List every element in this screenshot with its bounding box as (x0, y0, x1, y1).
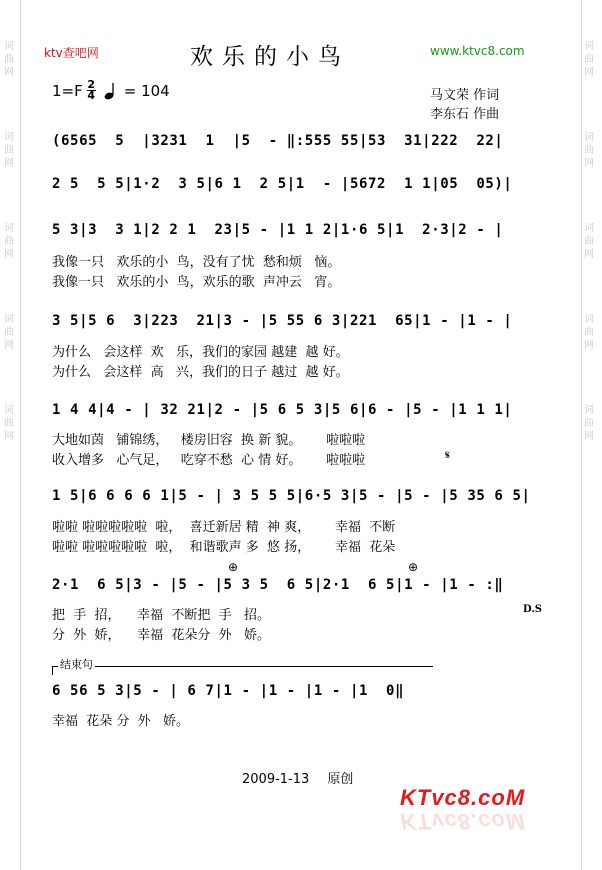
watermark-glyph: 词 (584, 405, 594, 416)
key-signature: 1=F (52, 81, 83, 100)
watermark-glyph: 网 (4, 431, 14, 442)
lyric-line-5a: 大地如茵 铺锦绣， 楼房旧容 换 新 貌。 啦啦啦 (52, 433, 366, 448)
watermark-glyph: 词 (584, 41, 594, 52)
site-name-left[interactable]: ktv查吧网 (44, 46, 99, 60)
lyric-line-6b: 啦啦 啦啦啦啦啦 啦， 和谐歌声 多 悠 扬， 幸福 花朵 (52, 540, 396, 555)
footer-date: 2009-1-13 (242, 772, 310, 787)
lyric-line-7b: 分 外 娇， 幸福 花朵分 外 娇。 (52, 628, 270, 643)
footer-note: 原创 (327, 772, 354, 787)
composer-credit: 李东石 作曲 (430, 107, 500, 122)
watermark-glyph: 曲 (584, 236, 594, 247)
watermark-glyph: 词 (4, 405, 14, 416)
watermark-left (4, 40, 18, 495)
score-line-7: 2·1 6 5|3 - |5 - |5 3 5 6 5|2·1 6 5|1 - |1 - :‖ (52, 577, 504, 593)
lyric-line-6a: 啦啦 啦啦啦啦啦 啦， 喜迁新居 精 神 爽， 幸福 不断 (52, 520, 396, 535)
watermark-glyph: 词 (4, 132, 14, 143)
watermark-glyph: 网 (584, 158, 594, 169)
score-line-6: 1 5|6 6 6 6 1|5 - | 3 5 5 5|6·5 3|5 - |5 - |5 35 6 5| (52, 488, 531, 504)
watermark-glyph: 网 (4, 249, 14, 260)
score-line-2: 2 5 5 5|1·2 3 5|6 1 2 5|1 - |5672 1 1|05 05)| (52, 176, 513, 192)
watermark-glyph: 网 (4, 340, 14, 351)
key-tempo-line (52, 80, 170, 101)
lyric-line-5b: 收入增多 心气足， 吃穿不愁 心 情 好。 啦啦啦 (52, 453, 366, 468)
quarter-note-icon (102, 81, 122, 101)
watermark-glyph: 曲 (4, 327, 14, 338)
footer-date-line (242, 768, 353, 787)
lyric-line-4b: 为什么 会这样 高 兴，我们的日子 越过 越 好。 (52, 365, 349, 380)
watermark-glyph: 曲 (4, 236, 14, 247)
watermark-glyph: 词 (584, 314, 594, 325)
score-line-3: 5 3|3 3 1|2 2 1 23|5 - |1 1 2|1·6 5|1 2·3|2 - | (52, 222, 504, 238)
watermark-glyph: 词 (584, 132, 594, 143)
watermark-glyph: 词 (4, 41, 14, 52)
watermark-right (584, 40, 598, 495)
lyric-line-3a: 我像一只 欢乐的小 鸟，没有了忧 愁和烦 恼。 (52, 255, 341, 270)
coda-mark-1: ⊕ (228, 560, 239, 574)
time-sig-bottom: 4 (87, 89, 96, 102)
lyricist-credit: 马文荣 作词 (430, 88, 500, 103)
ending-bracket (52, 666, 433, 675)
watermark-glyph: 网 (584, 249, 594, 260)
lyric-line-4a: 为什么 会这样 欢 乐，我们的家园 越建 越 好。 (52, 345, 349, 360)
score-line-1: (6565 5 |3231 1 |5 - ‖:555 55|53 31|222 22| (52, 133, 504, 149)
time-signature (87, 80, 96, 101)
watermark-glyph: 曲 (584, 145, 594, 156)
time-sig-top: 2 (87, 78, 96, 91)
lyric-line-7a: 把 手 招， 幸福 不断把 手 招。 (52, 608, 270, 623)
site-logo-reflection: KTvc8.coM (400, 809, 526, 834)
watermark-glyph: 网 (584, 340, 594, 351)
score-line-5: 1 4 4|4 - | 32 21|2 - |5 6 5 3|5 6|6 - |5 - |1 1 1| (52, 402, 513, 418)
segno-mark: 𝄋 (445, 448, 451, 462)
ds-mark: D.S (523, 604, 543, 615)
site-logo[interactable]: KTvc8.coM (400, 785, 526, 810)
song-title: 欢乐的小鸟 (190, 44, 350, 70)
site-url-right[interactable]: www.ktvc8.com (430, 44, 525, 58)
score-line-4: 3 5|5 6 3|223 21|3 - |5 55 6 3|221 65|1 - |1 - | (52, 313, 513, 329)
watermark-glyph: 网 (584, 431, 594, 442)
watermark-glyph: 词 (4, 314, 14, 325)
watermark-glyph: 曲 (4, 145, 14, 156)
coda-mark-2: ⊕ (408, 560, 419, 574)
watermark-glyph: 网 (4, 158, 14, 169)
watermark-glyph: 曲 (4, 418, 14, 429)
watermark-glyph: 网 (584, 67, 594, 78)
watermark-glyph: 词 (4, 223, 14, 234)
watermark-glyph: 曲 (584, 54, 594, 65)
score-line-8: 6 56 5 3|5 - | 6 7|1 - |1 - |1 - |1 0‖ (52, 683, 405, 699)
tempo-marking: = 104 (123, 81, 170, 100)
watermark-glyph: 曲 (584, 418, 594, 429)
watermark-glyph: 曲 (584, 327, 594, 338)
lyric-line-3b: 我像一只 欢乐的小 鸟，欢乐的歌 声冲云 宵。 (52, 275, 341, 290)
lyric-line-8: 幸福 花朵 分 外 娇。 (52, 714, 190, 729)
watermark-glyph: 曲 (4, 54, 14, 65)
watermark-glyph: 词 (584, 223, 594, 234)
watermark-glyph: 网 (4, 67, 14, 78)
ending-label: 结束句 (60, 658, 93, 671)
